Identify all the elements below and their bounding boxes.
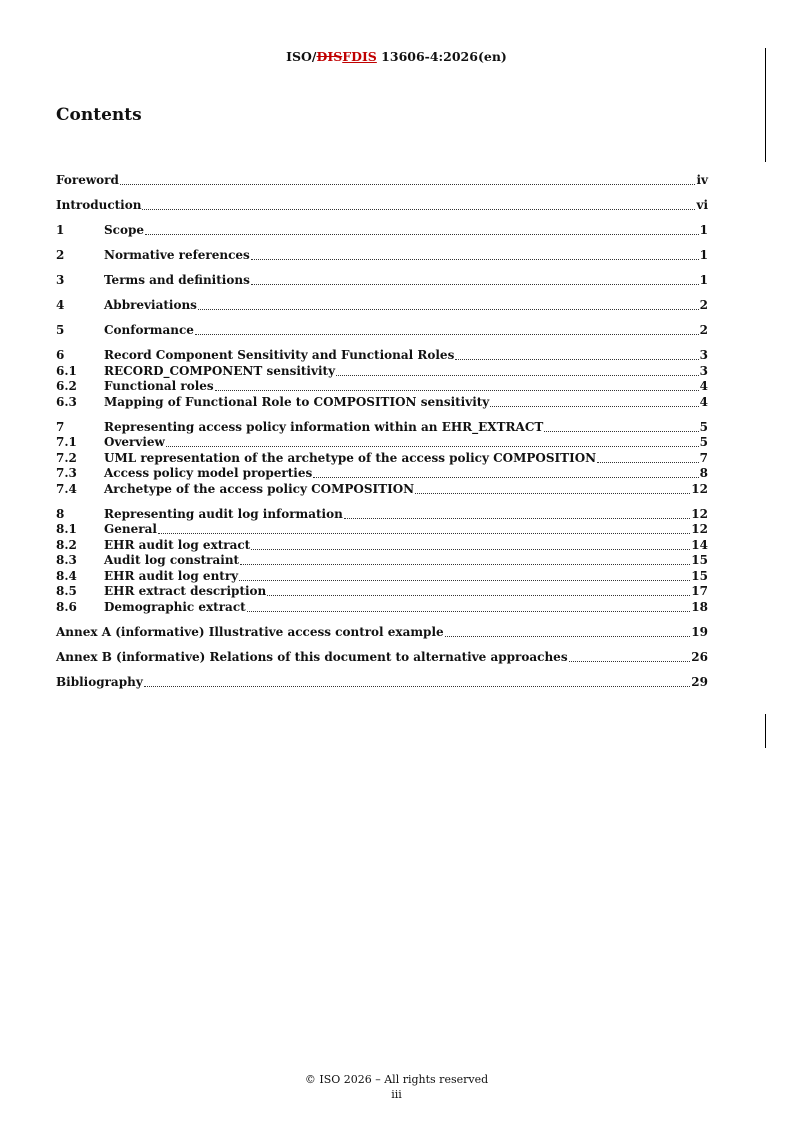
toc-entry[interactable]	[56, 420, 708, 436]
toc-entry-label: RECORD_COMPONENT sensitivity	[104, 363, 336, 378]
toc-entry[interactable]	[56, 675, 708, 691]
toc-entry[interactable]	[56, 298, 708, 314]
toc-entry[interactable]	[56, 625, 708, 641]
toc-leader-dots	[490, 406, 698, 407]
toc-entry[interactable]	[56, 395, 708, 411]
toc-entry-page: 3	[699, 363, 708, 378]
toc-entry-number: 5	[56, 323, 65, 337]
toc-leader-dots	[251, 284, 699, 285]
toc-entry-label: Normative references	[104, 248, 250, 262]
toc-entry-number: 8.2	[56, 537, 77, 552]
toc-entry[interactable]	[56, 248, 708, 264]
toc-entry[interactable]	[56, 553, 708, 569]
page-title: Contents	[56, 105, 142, 125]
toc-entry-label: Terms and definitions	[104, 273, 250, 287]
toc-entry-page: 14	[691, 537, 708, 552]
toc-entry-label: Access policy model properties	[104, 466, 313, 480]
toc-entry-page: 8	[699, 466, 708, 480]
toc-leader-dots	[344, 518, 690, 519]
toc-entry-page: 19	[691, 624, 708, 639]
toc-entry[interactable]	[56, 466, 708, 482]
toc-leader-dots	[144, 686, 691, 687]
toc-entry-page: 2	[699, 298, 708, 312]
toc-entry-number: 6.3	[56, 394, 77, 409]
toc-entry[interactable]	[56, 584, 708, 600]
toc-leader-dots	[166, 446, 699, 447]
table-of-contents	[56, 173, 708, 690]
header-inserted-text: FDIS	[342, 49, 377, 64]
toc-leader-dots	[247, 611, 691, 612]
toc-entry-number: 7.4	[56, 481, 77, 496]
toc-leader-dots	[145, 234, 699, 235]
toc-entry[interactable]	[56, 569, 708, 585]
toc-entry-page: 17	[691, 584, 708, 598]
toc-leader-dots	[415, 493, 690, 494]
toc-entry-label: EHR audit log entry	[104, 568, 239, 583]
toc-entry-label: Archetype of the access policy COMPOSITION	[104, 481, 415, 496]
toc-leader-dots	[267, 595, 690, 596]
header-suffix: 13606-4:2026(en)	[376, 49, 507, 64]
change-bar-top	[765, 48, 766, 162]
toc-entry-page: 29	[691, 674, 708, 689]
toc-leader-dots	[142, 209, 695, 210]
toc-entry-page: 4	[699, 379, 708, 393]
toc-entry-page: 5	[699, 435, 708, 449]
toc-entry[interactable]	[56, 482, 708, 498]
toc-leader-dots	[120, 184, 696, 185]
toc-leader-dots	[336, 375, 699, 376]
toc-entry-page: 7	[699, 450, 708, 465]
toc-entry[interactable]	[56, 323, 708, 339]
toc-entry-number: 3	[56, 273, 65, 287]
toc-leader-dots	[251, 549, 690, 550]
toc-entry-page: 12	[691, 522, 708, 536]
toc-entry-label: EHR audit log extract	[104, 537, 251, 552]
toc-entry-number: 6.2	[56, 379, 77, 393]
toc-leader-dots	[313, 477, 698, 478]
toc-entry-label: Representing audit log information	[104, 506, 343, 521]
toc-entry-page: 4	[699, 394, 708, 409]
document-footer	[0, 1072, 793, 1102]
toc-entry-number: 7.1	[56, 435, 77, 449]
toc-entry-number: 6	[56, 348, 65, 362]
toc-entry-label: Foreword	[56, 173, 119, 187]
toc-entry[interactable]	[56, 348, 708, 364]
toc-entry[interactable]	[56, 507, 708, 523]
change-bar-bottom	[765, 714, 766, 748]
toc-entry-label: Representing access policy information within an EHR_EXTRACT	[104, 419, 544, 434]
toc-entry-number: 8.1	[56, 522, 77, 536]
toc-entry-label: Conformance	[104, 323, 194, 337]
toc-entry[interactable]	[56, 435, 708, 451]
toc-entry[interactable]	[56, 522, 708, 538]
toc-entry-page: 12	[691, 481, 708, 496]
toc-entry-label: Annex B (informative) Relations of this document to alternative approaches	[56, 649, 568, 664]
toc-leader-dots	[198, 309, 699, 310]
toc-entry-label: Functional roles	[104, 379, 214, 393]
toc-entry-page: vi	[696, 198, 708, 212]
toc-leader-dots	[455, 359, 698, 360]
toc-entry[interactable]	[56, 600, 708, 616]
toc-leader-dots	[195, 334, 699, 335]
toc-entry-number: 2	[56, 248, 65, 262]
toc-leader-dots	[158, 533, 690, 534]
toc-entry-number: 8.4	[56, 568, 77, 583]
header-prefix: ISO/	[286, 49, 317, 64]
toc-entry-label: Annex A (informative) Illustrative access control example	[56, 624, 444, 639]
toc-entry[interactable]	[56, 379, 708, 395]
header-struck-text: DIS	[316, 49, 343, 64]
page-number: iii	[391, 1088, 402, 1101]
toc-entry-label: Introduction	[56, 198, 142, 212]
copyright-notice: © ISO 2026 – All rights reserved	[304, 1073, 489, 1086]
toc-entry-label: Demographic extract	[104, 599, 246, 614]
toc-entry-number: 1	[56, 223, 65, 237]
toc-entry-page: 3	[699, 348, 708, 362]
toc-leader-dots	[569, 661, 691, 662]
document-header	[0, 49, 793, 64]
toc-entry-page: 1	[699, 273, 708, 287]
toc-entry-page: 26	[691, 649, 708, 664]
toc-entry-label: Scope	[104, 223, 145, 237]
toc-entry-label: Abbreviations	[104, 298, 197, 312]
toc-entry-number: 7.2	[56, 450, 77, 465]
toc-entry-number: 4	[56, 298, 65, 312]
toc-entry-label: Mapping of Functional Role to COMPOSITION sensitivity	[104, 394, 490, 409]
toc-entry-page: 1	[699, 248, 708, 262]
toc-leader-dots	[240, 564, 690, 565]
toc-entry[interactable]	[56, 451, 708, 467]
toc-entry[interactable]	[56, 223, 708, 239]
toc-leader-dots	[251, 259, 699, 260]
toc-entry-page: 5	[699, 419, 708, 434]
toc-leader-dots	[215, 390, 699, 391]
toc-entry[interactable]	[56, 538, 708, 554]
toc-leader-dots	[239, 580, 690, 581]
toc-entry-number: 8.5	[56, 584, 77, 598]
toc-entry-number: 8.3	[56, 553, 77, 567]
toc-leader-dots	[597, 462, 699, 463]
toc-entry-number: 6.1	[56, 363, 77, 378]
toc-entry-page: 12	[691, 506, 708, 521]
toc-entry-page: 18	[691, 599, 708, 614]
toc-entry-page: iv	[696, 173, 708, 187]
toc-entry-page: 2	[699, 323, 708, 337]
toc-entry-label: Bibliography	[56, 674, 143, 689]
toc-entry-page: 1	[699, 223, 708, 237]
toc-entry-number: 8	[56, 506, 65, 521]
toc-entry[interactable]	[56, 198, 708, 214]
toc-entry-number: 7	[56, 419, 65, 434]
toc-entry-number: 7.3	[56, 466, 77, 480]
toc-entry[interactable]	[56, 173, 708, 189]
toc-leader-dots	[544, 431, 698, 432]
toc-entry-label: Overview	[104, 435, 165, 449]
toc-entry-label: EHR extract description	[104, 584, 267, 598]
toc-entry-label: Audit log constraint	[104, 553, 240, 567]
toc-entry-page: 15	[691, 553, 708, 567]
toc-entry-number: 8.6	[56, 599, 77, 614]
toc-entry[interactable]	[56, 650, 708, 666]
toc-entry-label: Record Component Sensitivity and Functional Roles	[104, 348, 455, 362]
toc-leader-dots	[445, 636, 691, 637]
toc-entry[interactable]	[56, 273, 708, 289]
toc-entry-page: 15	[691, 568, 708, 583]
toc-entry-label: UML representation of the archetype of the access policy COMPOSITION	[104, 450, 597, 465]
toc-entry-label: General	[104, 522, 157, 536]
toc-entry[interactable]	[56, 364, 708, 380]
